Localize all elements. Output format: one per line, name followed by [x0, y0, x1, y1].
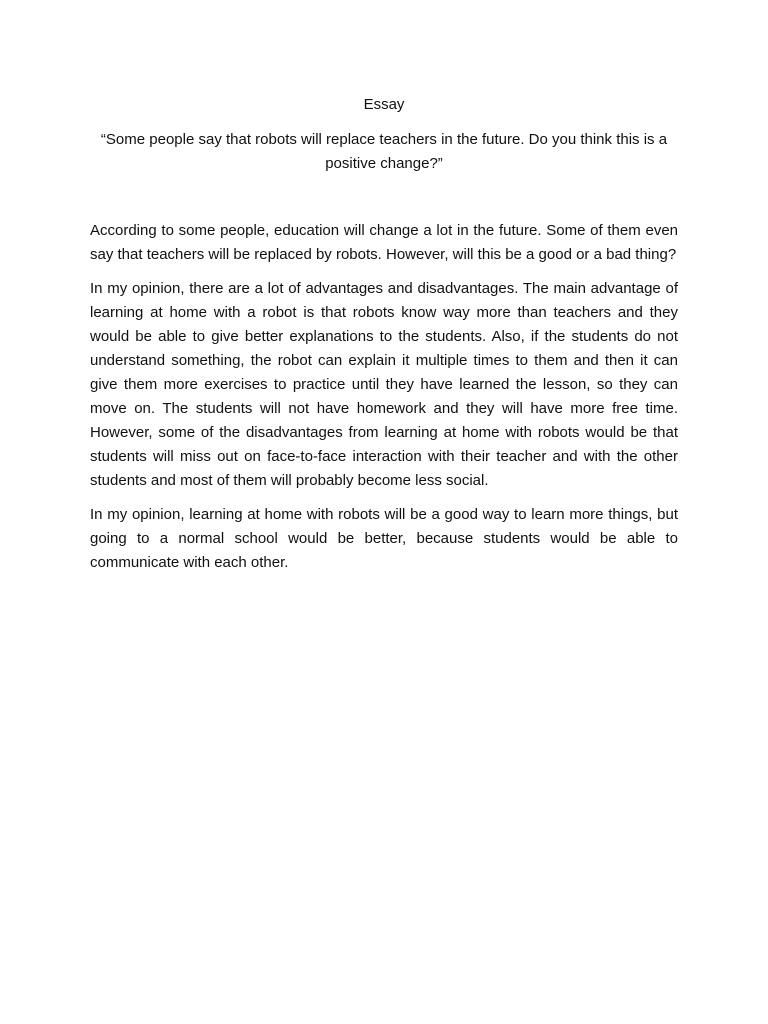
essay-title: Essay [363, 96, 405, 113]
paragraph-conclusion: In my opinion, learning at home with robots will be a good way to learn more things, but going to a normal school would be better, because students would be able to communicate with each other. [90, 506, 678, 571]
essay-body [90, 219, 678, 585]
essay-question: “Some people say that robots will replace teachers in the future. Do you think this is a positive change?” [100, 131, 668, 172]
paragraph-intro: According to some people, education will change a lot in the future. Some of them even say that teachers will be replaced by robots. However, will this be a good or a bad thing? [90, 222, 678, 263]
paragraph-main: In my opinion, there are a lot of advantages and disadvantages. The main advantage of learning at home with a robot is that robots know way more than teachers and they would be able to give better explanations to the students. Also, if the students do not understand something, the robot can explain it multiple times to them and then it can give them more exercises to practice until they have learned the lesson, so they can move on. The students will not have homework and they will have more free time. However, some of the disadvantages from learning at home with robots would be that students will miss out on face-to-face interaction with their teacher and with the other students and most of them will probably become less social. [90, 280, 678, 489]
